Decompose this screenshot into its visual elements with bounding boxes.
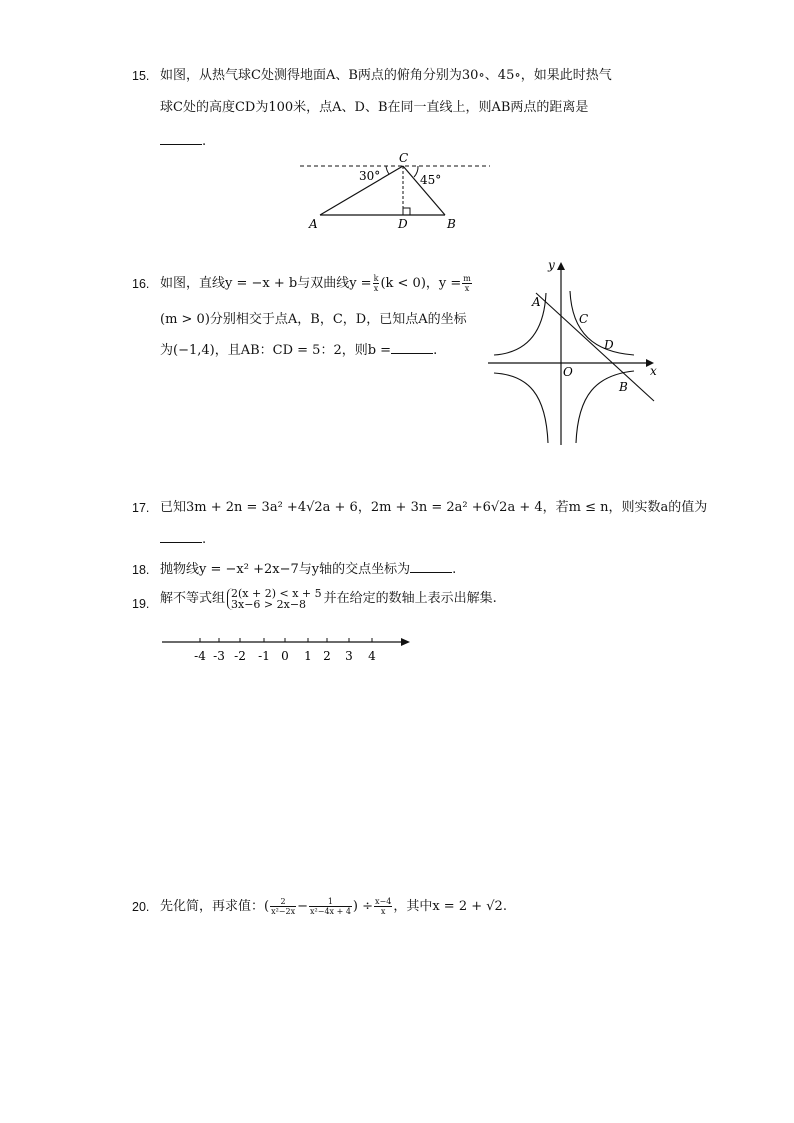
question-15-line-1: 如图，从热气球C处测得地面A、B两点的俯角分别为30∘、45∘，如果此时热气 [160,68,612,83]
label-30: 30° [359,169,381,183]
question-15-line-2: 球C处的高度CD为100米，点A、D、B在同一直线上，则AB两点的距离是 [160,100,589,115]
y-axis-arrow [557,262,565,270]
denominator: x [464,284,470,293]
tick-label: -2 [234,649,246,663]
denominator: x²−4x + 4 [310,907,351,916]
question-19-text [160,588,497,611]
figure-balloon-angles [290,150,500,235]
question-19-number: 19. [132,597,150,611]
fraction-2 [309,897,352,916]
question-16-line-2: (m > 0)分别相交于点A，B，C，D，已知点A的坐标 [160,312,467,327]
label-45: 45° [420,173,442,187]
question-15-answer-line [160,132,206,152]
period: . [202,532,207,547]
fraction-3 [374,897,392,916]
answer-blank[interactable] [410,560,452,573]
minus-sign: − [297,899,309,914]
question-17-answer-line [160,530,206,550]
inequality-2: 3x−6 > 2x−8 [231,598,307,611]
figure-hyperbola [484,255,662,447]
fraction-1 [270,897,296,916]
question-16-number: 16. [132,277,150,291]
tick-label: 1 [304,649,312,663]
text-segment: 并在给定的数轴上表示出解集. [323,591,497,606]
label-b: B [447,217,456,231]
numerator: x−4 [375,897,392,906]
number-line[interactable] [160,632,420,666]
inequality-system [227,588,322,610]
text-segment: 如图，直线y = −x + b与双曲线y = [160,276,372,291]
period: . [433,343,438,358]
text-segment: ，其中x = 2 + √2. [393,899,507,914]
angle-arc-30 [386,166,389,174]
question-17-number: 17. [132,501,150,515]
text-segment: 先化简，再求值：( [160,899,270,914]
label-o: O [563,365,573,379]
label-d: D [398,217,408,231]
question-20-number: 20. [132,900,150,914]
label-a: A [532,295,541,309]
question-18-number: 18. [132,563,150,577]
fraction-m-over-x [462,274,472,293]
text-segment: (k < 0)，y = [380,276,462,291]
question-17-line-1: 已知3m + 2n = 3a² +4√2a + 6，2m + 3n = 2a² +6√2a + 4，若m ≤ n，则实数a的值为 [160,500,708,515]
tick-label: 4 [368,649,376,663]
label-x: x [650,364,657,378]
label-d: D [604,338,614,352]
angle-arc-45 [414,166,418,177]
tick-label: 0 [281,649,289,663]
text-segment: 为(−1,4)，且AB：CD = 5：2，则b = [160,343,392,358]
right-angle-mark [403,208,410,215]
tick-label: 2 [323,649,331,663]
question-16-line-1 [160,274,473,294]
label-c: C [579,312,589,326]
numerator: m [463,274,471,283]
question-20-text [160,897,507,917]
denominator: x [373,284,379,293]
period: . [452,562,457,577]
label-y: y [548,258,555,272]
text-segment: ) ÷ [352,899,374,914]
inequality-1: 2(x + 2) < x + 5 [231,587,322,600]
numerator: k [373,274,379,283]
numerator: 2 [270,897,296,907]
answer-blank[interactable] [391,341,433,354]
fraction-k-over-x [373,274,380,293]
answer-blank[interactable] [160,132,202,145]
denominator: x [380,907,386,916]
question-16-line-3 [160,341,437,361]
tick-label: 3 [345,649,353,663]
label-c: C [399,151,409,165]
numerator: 1 [309,897,352,907]
tick-label: -1 [258,649,270,663]
question-18-text [160,560,456,580]
label-a: A [309,217,318,231]
text-segment: 解不等式组 [160,591,226,606]
label-b: B [619,380,628,394]
tick-label: -4 [194,649,206,663]
number-line-arrow [401,638,410,646]
period: . [202,134,207,149]
denominator: x²−2x [271,907,296,916]
hyperbola-branch-3 [494,373,548,443]
line-y-neg-x-plus-b [536,293,654,401]
text-segment: 抛物线y = −x² +2x−7与y轴的交点坐标为 [160,562,411,577]
question-15-number: 15. [132,69,150,83]
answer-blank[interactable] [160,530,202,543]
tick-label: -3 [213,649,225,663]
